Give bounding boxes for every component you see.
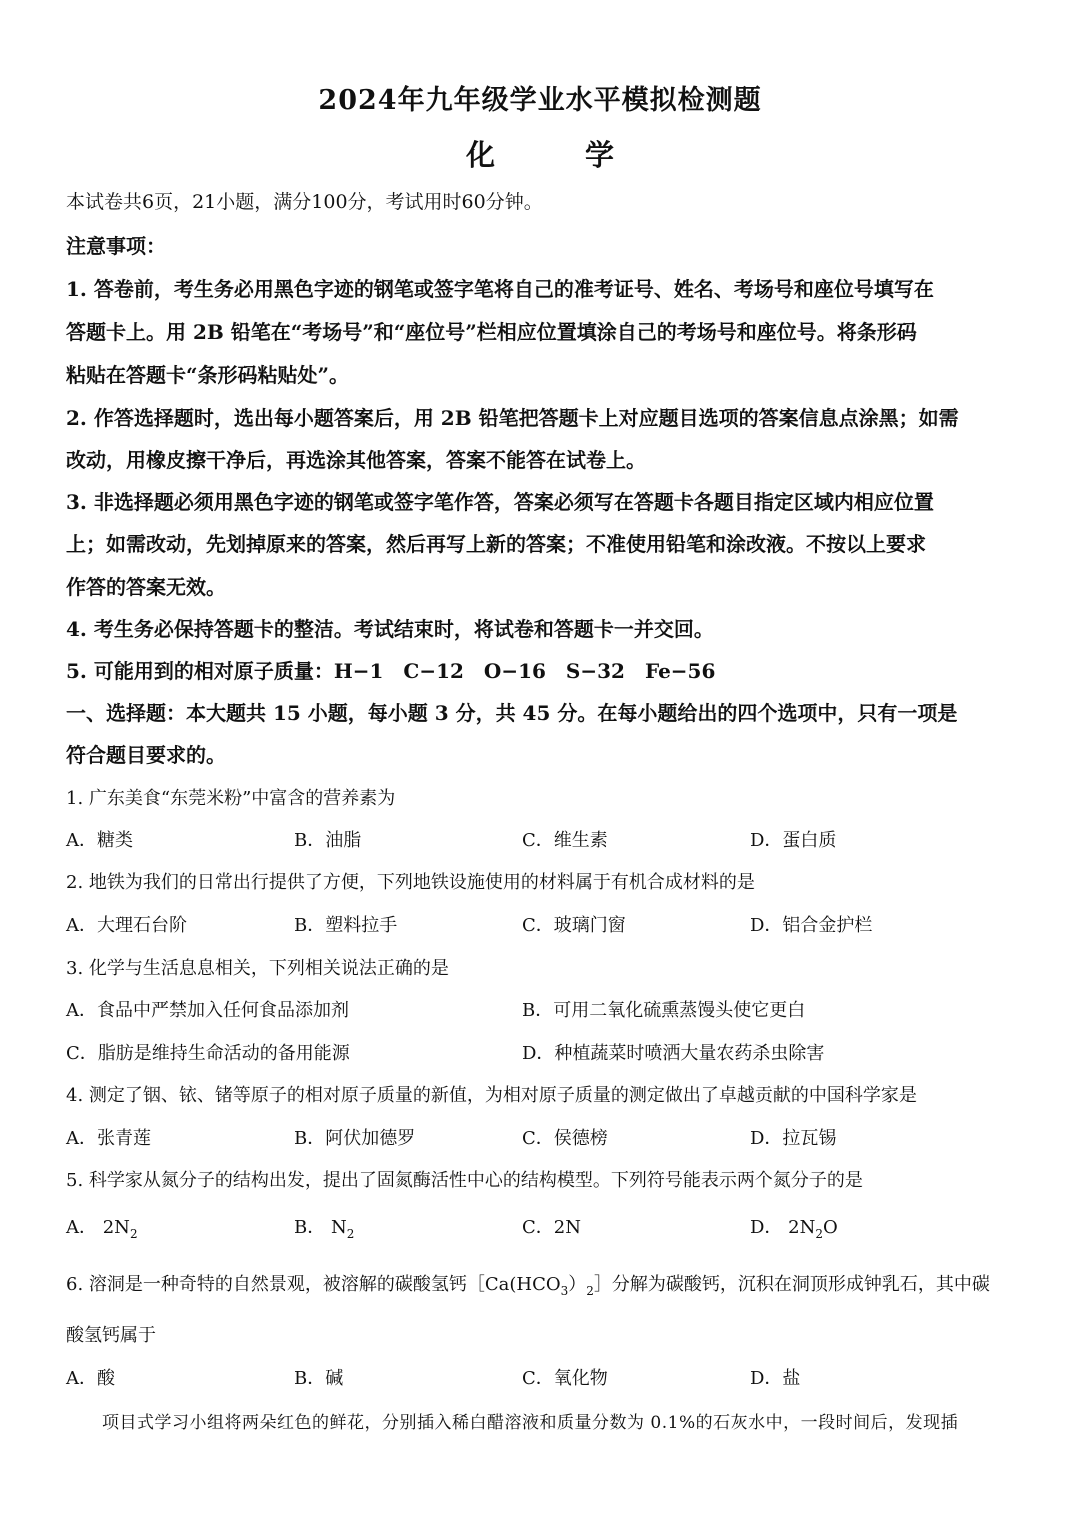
subject-title: 化 学 bbox=[465, 138, 655, 172]
formula-subscript: 3 bbox=[560, 1284, 569, 1298]
continuation-text: 项目式学习小组将两朵红色的鲜花，分别插入稀白醋溶液和质量分数为 0.1%的石灰水中，一段时间后，发现插 bbox=[102, 1413, 959, 1433]
option-b: B．可用二氧化硫熏蒸馒头使它更白 bbox=[522, 1000, 806, 1021]
option-c: C．玻璃门窗 bbox=[522, 915, 626, 936]
notice-line: 4. 考生务必保持答题卡的整洁。考试结束时，将试卷和答题卡一并交回。 bbox=[66, 617, 714, 641]
question-stem: 1. 广东美食“东莞米粉”中富含的营养素为 bbox=[66, 788, 396, 809]
formula: N bbox=[330, 1217, 347, 1238]
option-label: A． bbox=[66, 1217, 97, 1238]
formula: 2N bbox=[102, 1217, 130, 1238]
formula: 2N bbox=[553, 1217, 581, 1238]
formula: 2N bbox=[788, 1217, 816, 1238]
formula-subscript: 2 bbox=[815, 1227, 824, 1241]
notice-line: 1. 答卷前，考生务必用黑色字迹的钢笔或签字笔将自己的准考证号、姓名、考场号和座位号填写在 bbox=[66, 277, 934, 301]
option-b: B．塑料拉手 bbox=[294, 915, 398, 936]
notice-line: 改动，用橡皮擦干净后，再选涂其他答案，答案不能答在试卷上。 bbox=[66, 448, 646, 472]
notice-line: 3. 非选择题必须用黑色字迹的钢笔或签字笔作答，答案必须写在答题卡各题目指定区域内相应位置 bbox=[66, 490, 934, 514]
option-b: B．油脂 bbox=[294, 830, 362, 851]
formula-subscript: 2 bbox=[586, 1284, 594, 1298]
notice-line: 作答的答案无效。 bbox=[66, 575, 226, 599]
section-heading: 一、选择题：本大题共 15 小题，每小题 3 分，共 45 分。在每小题给出的四个选项中，只有一项是 bbox=[66, 701, 958, 725]
option-c: C．维生素 bbox=[522, 830, 608, 851]
option-a: A．酸 bbox=[66, 1368, 115, 1389]
option-c: C．侯德榜 bbox=[522, 1128, 608, 1149]
option-c: C．氧化物 bbox=[522, 1368, 608, 1389]
question-stem: 4. 测定了铟、铱、锗等原子的相对原子质量的新值，为相对原子质量的测定做出了卓越贡献的中国科学家是 bbox=[66, 1085, 917, 1106]
stem-part: ） bbox=[568, 1274, 587, 1295]
question-stem-cont: 酸氢钙属于 bbox=[66, 1325, 156, 1346]
exam-title: 2024年九年级学业水平模拟检测题 bbox=[318, 85, 762, 116]
option-c bbox=[522, 1213, 581, 1239]
notice-line: 2. 作答选择题时，选出每小题答案后，用 2B 铅笔把答题卡上对应题目选项的答案信息点涂黑；如需 bbox=[66, 406, 959, 430]
formula-subscript: 2 bbox=[129, 1227, 138, 1241]
option-a: A．糖类 bbox=[66, 830, 133, 851]
question-stem bbox=[66, 1270, 1026, 1298]
notice-line: 5. 可能用到的相对原子质量：H−1 C−12 O−16 S−32 Fe−56 bbox=[66, 659, 716, 683]
option-b: B．阿伏加德罗 bbox=[294, 1128, 416, 1149]
option-d: D．盐 bbox=[750, 1368, 801, 1389]
option-b: B．碱 bbox=[294, 1368, 344, 1389]
option-d: D．拉瓦锡 bbox=[750, 1128, 837, 1149]
notice-line: 上；如需改动，先划掉原来的答案，然后再写上新的答案；不准使用铅笔和涂改液。不按以上要求 bbox=[66, 532, 926, 556]
formula-subscript: 2 bbox=[346, 1227, 355, 1241]
option-a: A．食品中严禁加入任何食品添加剂 bbox=[66, 1000, 349, 1021]
question-stem: 2. 地铁为我们的日常出行提供了方便，下列地铁设施使用的材料属于有机合成材料的是 bbox=[66, 872, 755, 893]
formula: O bbox=[823, 1217, 838, 1238]
option-d: D．蛋白质 bbox=[750, 830, 837, 851]
question-stem: 5. 科学家从氮分子的结构出发，提出了固氮酶活性中心的结构模型。下列符号能表示两个氮分子的是 bbox=[66, 1170, 863, 1191]
option-label: B． bbox=[294, 1217, 326, 1238]
stem-part: ］分解为碳酸钙，沉积在洞顶形成钟乳石，其中碳 bbox=[593, 1274, 990, 1295]
option-d bbox=[750, 1213, 838, 1241]
option-c: C．脂肪是维持生命活动的备用能源 bbox=[66, 1043, 350, 1064]
option-d: D．铝合金护栏 bbox=[750, 915, 873, 936]
notice-heading: 注意事项： bbox=[66, 234, 166, 258]
option-a bbox=[66, 1213, 138, 1241]
question-stem: 3. 化学与生活息息相关，下列相关说法正确的是 bbox=[66, 958, 449, 979]
option-a: A．张青莲 bbox=[66, 1128, 151, 1149]
notice-line: 答题卡上。用 2B 铅笔在“考场号”和“座位号”栏相应位置填涂自己的考场号和座位号。将条形码 bbox=[66, 320, 917, 344]
notice-line: 粘贴在答题卡“条形码粘贴处”。 bbox=[66, 363, 350, 387]
option-d: D．种植蔬菜时喷洒大量农药杀虫除害 bbox=[522, 1043, 825, 1064]
option-label: C． bbox=[522, 1217, 554, 1238]
stem-part: 6. 溶洞是一种奇特的自然景观，被溶解的碳酸氢钙［Ca(HCO bbox=[66, 1274, 561, 1295]
option-a: A．大理石台阶 bbox=[66, 915, 187, 936]
section-heading-cont: 符合题目要求的。 bbox=[66, 743, 226, 767]
option-b bbox=[294, 1213, 354, 1241]
option-label: D． bbox=[750, 1217, 783, 1238]
exam-intro: 本试卷共6页，21小题，满分100分，考试用时60分钟。 bbox=[66, 191, 543, 213]
